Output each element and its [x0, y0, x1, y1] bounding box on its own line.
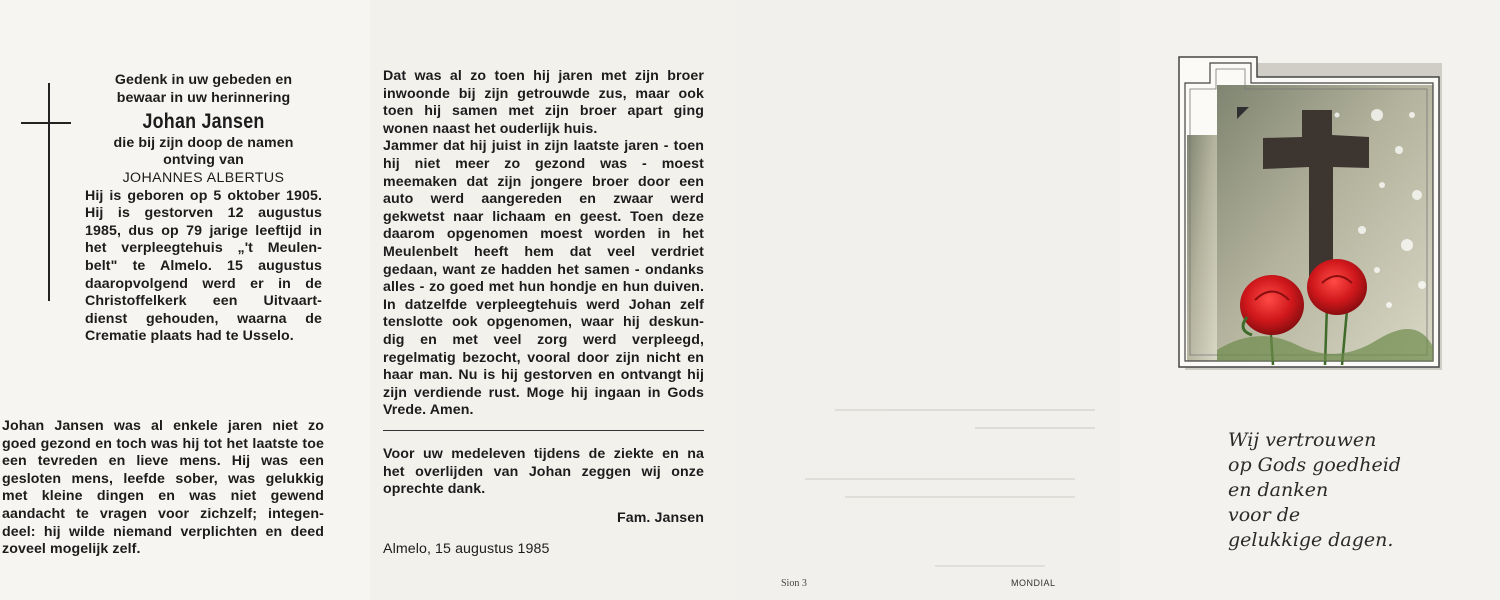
place-date: Almelo, 15 augustus 1985: [383, 541, 550, 557]
life-line: zoveel mogelijk zelf.: [2, 541, 141, 558]
story-line: tenslotte ook opgenomen, waar hij deskun-: [383, 314, 704, 331]
story-line: inwoonde bij zijn getrouwde zus, maar ook: [383, 85, 704, 102]
story-line: Meulenbelt heeft hem dat veel verdriet: [383, 243, 704, 260]
verse-line: Wij vertrouwen: [1228, 429, 1377, 451]
story-line: auto werd aangereden en zwaar werd: [383, 191, 704, 208]
thanks-line: het overlijden van Johan zeggen wij onze: [383, 463, 704, 480]
intro-line: bewaar in uw herinnering: [116, 89, 291, 106]
card-back-page: [735, 0, 1120, 600]
verse-line: voor de: [1228, 504, 1301, 526]
bio-line: dienst gehouden, waarna de: [85, 310, 322, 327]
story-line: Jammer dat hij juist in zijn laatste jaren - toen: [383, 138, 704, 155]
thanks-line: oprechte dank.: [383, 481, 486, 498]
story-line: gedaan, want ze hadden het samen - ondanks: [383, 261, 704, 278]
brand-mark: MONDIAL: [1011, 578, 1056, 588]
thanks-line: Voor uw medeleven tijdens de ziekte en na: [383, 446, 704, 462]
story-line: Vrede. Amen.: [383, 402, 474, 419]
life-paragraph: [2, 418, 324, 559]
cross-and-roses-picture: [1177, 55, 1442, 370]
card-front-page: [1120, 0, 1500, 600]
story-paragraph: [383, 68, 704, 420]
story-line: wonen naast het ouderlijk huis.: [383, 120, 598, 137]
verse-text: [1228, 428, 1401, 553]
story-line: meemaken dat zijn jongere broer door een: [383, 173, 704, 190]
story-line: alles - zo goed met hun hondje en hun duiven.: [383, 279, 704, 296]
show-through-text: [925, 555, 1045, 569]
baptism-names: JOHANNES ALBERTUS: [122, 169, 285, 186]
intro-line: Gedenk in uw gebeden en: [114, 72, 293, 88]
memorial-header: [85, 72, 322, 346]
show-through-text: [795, 395, 1095, 435]
story-line: daarom opgenomen moest worden in het: [383, 226, 704, 243]
story-line: Dat was al zo toen hij jaren met zijn broer: [383, 68, 704, 84]
verse-line: op Gods goedheid: [1228, 454, 1401, 476]
verse-line: gelukkige dagen.: [1228, 529, 1394, 551]
family-signoff: Fam. Jansen: [616, 510, 704, 526]
life-line: gesloten mens, leefde sober, was gelukkig: [2, 470, 324, 487]
life-line: Johan Jansen was al enkele jaren niet zo: [2, 418, 324, 434]
story-line: haar man. Nu is hij gestorven en ontvangt hij: [383, 367, 704, 384]
card-right-page: [370, 0, 735, 600]
bio-line: 1985, dus op 79 jarige leeftijd in: [85, 222, 322, 239]
bio-line: Hij is geboren op 5 oktober 1905.: [85, 187, 322, 204]
bio-line: daaropvolgend werd er in de: [85, 275, 322, 292]
life-line: goed gezond en toch was hij tot het laatste toe: [2, 435, 324, 452]
card-left-page: [0, 0, 370, 600]
story-line: dig en met veel zorg werd verpleegd,: [383, 331, 704, 348]
life-line: deel: hij wilde niemand verplichten en deed: [2, 523, 324, 540]
story-line: In datzelfde verpleegtehuis werd Johan zelf: [383, 296, 704, 313]
verse-line: en danken: [1228, 479, 1329, 501]
deceased-name: Johan Jansen: [142, 110, 265, 134]
bio-line: Crematie plaats had te Usselo.: [85, 328, 294, 345]
printer-mark: Sion 3: [781, 578, 807, 589]
bio-line: Hij is gestorven 12 augustus: [85, 205, 322, 222]
baptism-line: die bij zijn doop de namen: [113, 134, 294, 151]
life-line: aandacht te vragen voor zichzelf; integen-: [2, 505, 324, 522]
bio-line: Christoffelkerk een Uitvaart-: [85, 293, 322, 310]
story-line: regelmatig bezocht, vooral door zijn nicht en: [383, 349, 704, 366]
thanks-paragraph: [383, 446, 704, 499]
baptism-line: ontving van: [163, 152, 244, 169]
story-line: zijn verdiende rust. Moge hij ingaan in Gods: [383, 384, 704, 401]
bio-line: het verpleegtehuis „'t Meulen-: [85, 240, 322, 257]
life-line: met kleine dingen en was niet gewend: [2, 488, 324, 505]
divider: [383, 430, 704, 431]
story-line: toen hij samen met zijn broer apart ging: [383, 103, 704, 120]
life-line: een tevreden en lieve mens. Hij was een: [2, 453, 324, 470]
show-through-text: [795, 468, 1075, 502]
bio-line: belt" te Almelo. 15 augustus: [85, 257, 322, 274]
story-line: hij niet meer zo gezond was - moest: [383, 155, 704, 172]
story-line: gekwetst naar lichaam en geest. Toen deze: [383, 208, 704, 225]
